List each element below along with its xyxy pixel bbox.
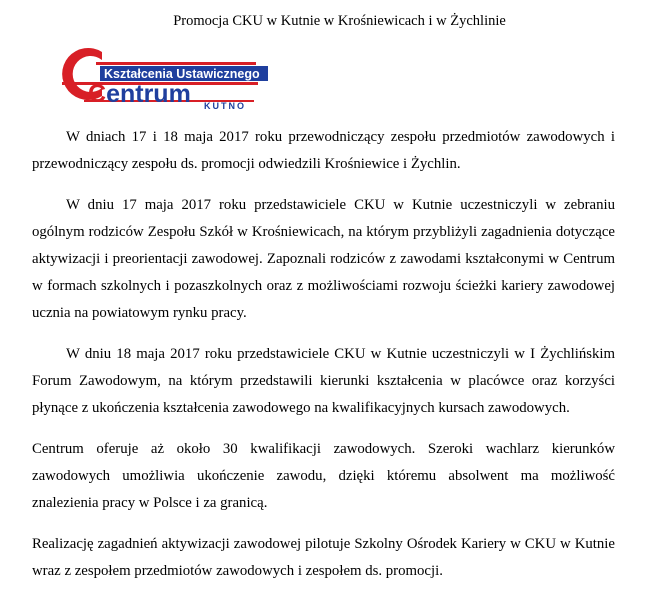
page-title: Promocja CKU w Kutnie w Krośniewicach i w Żychlinie xyxy=(173,13,506,29)
document-body xyxy=(26,124,623,585)
paragraph-2: W dniu 17 maja 2017 roku przedstawiciele CKU w Kutnie uczestniczyli w zebraniu ogólnym rodziców Zespołu Szkół w Krośniewicach, na którym przybliżyli zagadnienia dotyczące aktywizacji i preorientacji zawodowej. Zapoznali rodziców z zawodami kształconymi w Centrum w formach szkolnych i pozaszkolnych oraz z możliwościami rozwoju ścieżki kariery zawodowej ucznia na powiatowym rynku pracy. xyxy=(32,197,615,321)
paragraph-3: W dniu 18 maja 2017 roku przedstawiciele CKU w Kutnie uczestniczyli w I Żychlińskim Forum Zawodowym, na którym przedstawili kierunki kształcenia w placówce oraz korzyści płynące z ukończenia kształcenia zawodowego na kwalifikacyjnych kursach zawodowych. xyxy=(32,346,615,416)
cku-logo xyxy=(44,42,274,110)
paragraph-5: Realizację zagadnień aktywizacji zawodowej pilotuje Szkolny Ośrodek Kariery w CKU w Kutnie wraz z zespołem przedmiotów zawodowych i zespołem ds. promocji. xyxy=(32,536,615,579)
paragraph-1: W dniach 17 i 18 maja 2017 roku przewodniczący zespołu przedmiotów zawodowych i przewodniczący zespołu ds. promocji odwiedzili Krośniewice i Żychlin. xyxy=(32,129,615,172)
logo-line3-text: KUTNO xyxy=(204,101,246,110)
paragraph-4: Centrum oferuje aż około 30 kwalifikacji zawodowych. Szeroki wachlarz kierunków zawodowych umożliwia ukończenie zawodu, dzięki któremu absolwent ma możliwość znalezienia pracy w Polsce i za granicą. xyxy=(32,441,615,511)
logo-line1-text: Kształcenia Ustawicznego xyxy=(104,67,260,81)
logo-bar-top xyxy=(96,62,256,65)
logo-graphic xyxy=(44,42,274,110)
logo-line2-text: Centrum xyxy=(88,80,191,108)
